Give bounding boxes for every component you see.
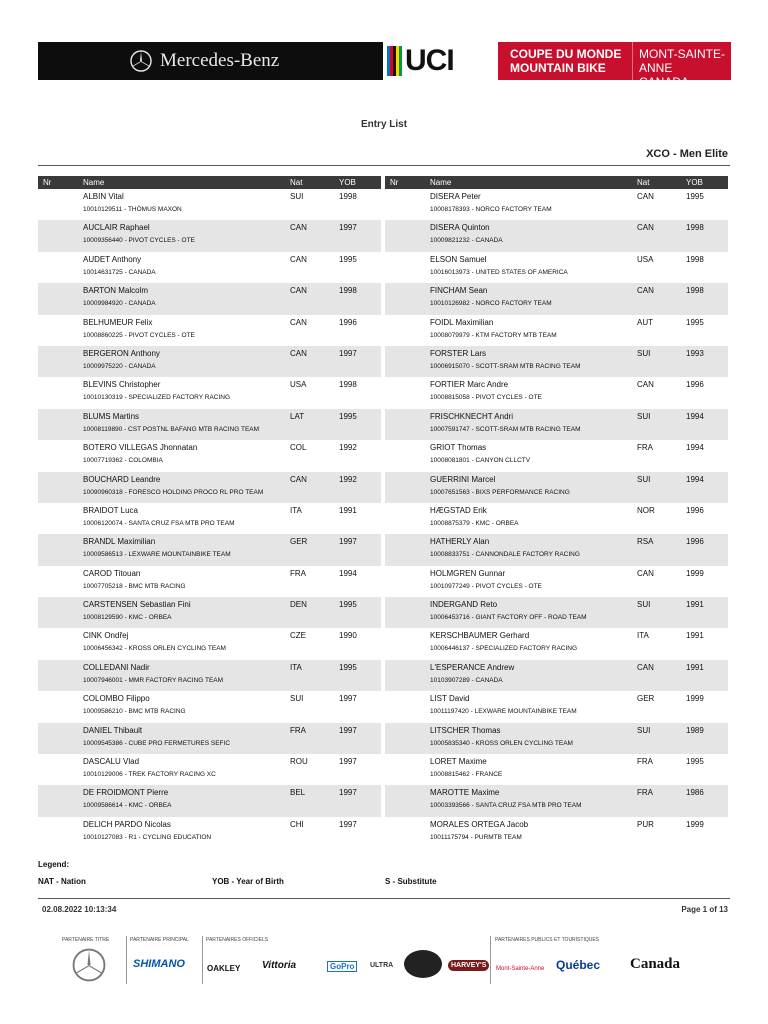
partner-main-label: PARTENAIRE PRINCIPAL bbox=[130, 937, 189, 943]
table-row bbox=[385, 660, 728, 691]
rider-nation: FRA bbox=[637, 757, 653, 767]
table-row bbox=[38, 377, 381, 408]
rider-team: 10008860225 - PIVOT CYCLES - OTE bbox=[83, 331, 195, 339]
table-row bbox=[38, 723, 381, 754]
rider-name: BELHUMEUR Felix bbox=[83, 317, 153, 327]
rider-name: FRISCHKNECHT Andri bbox=[430, 411, 513, 421]
rider-name: CARSTENSEN Sebastian Fini bbox=[83, 600, 191, 610]
rider-name: LORET Maxime bbox=[430, 757, 487, 767]
rider-yob: 1998 bbox=[339, 286, 357, 296]
rider-name: FOIDL Maximilian bbox=[430, 317, 494, 327]
rider-nation: RSA bbox=[637, 537, 654, 547]
partner-title-label: PARTENAIRE TITRE bbox=[62, 937, 110, 943]
rider-nation: AUT bbox=[637, 317, 653, 327]
rider-team: 10008833751 - CANNONDALE FACTORY RACING bbox=[430, 551, 580, 559]
rider-nation: ROU bbox=[290, 757, 308, 767]
rider-yob: 1994 bbox=[686, 443, 704, 453]
rider-name: ELSON Samuel bbox=[430, 254, 487, 264]
col-name: Name bbox=[430, 178, 452, 187]
rider-yob: 1992 bbox=[339, 474, 357, 484]
table-row bbox=[385, 472, 728, 503]
rider-yob: 1997 bbox=[339, 537, 357, 547]
rider-yob: 1997 bbox=[339, 348, 357, 358]
legend-title: Legend: bbox=[38, 860, 70, 869]
rider-team: 10007946001 - MMR FACTORY RACING TEAM bbox=[83, 676, 224, 684]
rider-nation: NOR bbox=[637, 505, 655, 515]
rider-name: CAROD Titouan bbox=[83, 568, 141, 578]
mountain-resort-icon bbox=[404, 950, 442, 978]
rider-name: COLOMBO Filippo bbox=[83, 694, 150, 704]
venue-line-2: CANADA bbox=[639, 75, 690, 89]
harveys-logo: HARVEY'S bbox=[448, 960, 489, 971]
rider-team: 10006456342 - KROSS ORLEN CYCLING TEAM bbox=[83, 645, 226, 653]
rider-team: 10010130319 - SPECIALIZED FACTORY RACING bbox=[83, 394, 231, 402]
rider-name: BLUMS Martins bbox=[83, 411, 140, 421]
rider-team: 10090960318 - FORESCO HOLDING PROCO RL PRO TEAM bbox=[83, 488, 264, 496]
rider-yob: 1993 bbox=[686, 348, 704, 358]
table-header bbox=[38, 176, 381, 189]
rider-nation: FRA bbox=[290, 568, 306, 578]
rider-team: 10008178393 - NORCO FACTORY TEAM bbox=[430, 206, 552, 213]
rider-nation: SUI bbox=[637, 725, 651, 735]
rider-nation: BEL bbox=[290, 788, 306, 798]
quebec-logo: Québec bbox=[556, 958, 601, 972]
partner-divider bbox=[126, 936, 127, 984]
rider-nation: CAN bbox=[637, 192, 654, 201]
rider-nation: CAN bbox=[290, 254, 307, 264]
rider-team: 10006446137 - SPECIALIZED FACTORY RACING bbox=[430, 645, 578, 653]
table-row bbox=[385, 754, 728, 785]
table-row bbox=[38, 189, 381, 220]
rider-team: 10009356440 - PIVOT CYCLES - OTE bbox=[83, 237, 195, 245]
rider-nation: CZE bbox=[290, 631, 306, 641]
rider-nation: PUR bbox=[637, 819, 654, 829]
rider-nation: CAN bbox=[637, 286, 654, 296]
rider-name: DISERA Peter bbox=[430, 192, 481, 201]
rider-team: 10008815462 - FRANCE bbox=[430, 771, 503, 779]
rider-name: GRIOT Thomas bbox=[430, 443, 487, 453]
rider-yob: 1995 bbox=[686, 757, 704, 767]
rider-team: 10003393566 - SANTA CRUZ FSA MTB PRO TEAM bbox=[430, 802, 582, 810]
rider-nation: SUI bbox=[290, 694, 304, 704]
rider-name: ALBIN Vital bbox=[83, 192, 124, 201]
rider-yob: 1997 bbox=[339, 788, 357, 798]
rider-team: 10006453716 - GIANT FACTORY OFF - ROAD TEAM bbox=[430, 614, 587, 622]
vittoria-logo: Vittoria bbox=[262, 960, 297, 971]
entry-table-right bbox=[385, 176, 728, 848]
rider-name: LITSCHER Thomas bbox=[430, 725, 501, 735]
rider-yob: 1989 bbox=[686, 725, 704, 735]
rider-team: 10011197420 - LEXWARE MOUNTAINBIKE TEAM bbox=[430, 708, 577, 716]
table-row bbox=[385, 628, 728, 659]
rider-name: INDERGAND Reto bbox=[430, 600, 498, 610]
table-row bbox=[38, 566, 381, 597]
rider-nation: FRA bbox=[290, 725, 306, 735]
rider-name: COLLEDANI Nadir bbox=[83, 662, 150, 672]
rider-nation: FRA bbox=[637, 443, 653, 453]
rider-nation: FRA bbox=[637, 788, 653, 798]
rider-name: DANIEL Thibault bbox=[83, 725, 143, 735]
rider-yob: 1995 bbox=[339, 411, 357, 421]
document-title: Entry List bbox=[360, 119, 408, 130]
rider-team: 10010127083 - R1 - CYCLING EDUCATION bbox=[83, 833, 212, 841]
rider-yob: 1995 bbox=[686, 192, 704, 201]
rider-nation: CAN bbox=[290, 348, 307, 358]
rider-nation: SUI bbox=[637, 348, 651, 358]
rider-team: 10011175794 - PURMTB TEAM bbox=[430, 833, 522, 841]
rider-name: BARTON Malcolm bbox=[83, 286, 149, 296]
rider-yob: 1992 bbox=[339, 443, 357, 453]
rider-name: BRAIDOT Luca bbox=[83, 505, 138, 515]
rider-nation: CAN bbox=[290, 286, 307, 296]
mercedes-star-icon bbox=[72, 948, 106, 982]
rider-nation: CAN bbox=[290, 317, 307, 327]
rider-team: 10009984920 - CANADA bbox=[83, 300, 156, 308]
col-nat: Nat bbox=[290, 178, 303, 187]
venue-title bbox=[632, 42, 731, 89]
table-row bbox=[385, 566, 728, 597]
footer-divider bbox=[38, 898, 730, 899]
rider-yob: 1998 bbox=[339, 380, 357, 390]
rider-nation: CAN bbox=[637, 223, 654, 233]
rider-team: 10009586513 - LEXWARE MOUNTAINBIKE TEAM bbox=[83, 551, 231, 559]
rider-yob: 1997 bbox=[339, 725, 357, 735]
rider-nation: ITA bbox=[290, 505, 302, 515]
ultra-logo: ULTRA bbox=[370, 962, 394, 969]
table-row bbox=[385, 534, 728, 565]
rider-name: BERGERON Anthony bbox=[83, 348, 160, 358]
table-row bbox=[385, 252, 728, 283]
rider-yob: 1997 bbox=[339, 223, 357, 233]
table-row bbox=[38, 785, 381, 816]
col-nr: Nr bbox=[43, 178, 52, 187]
table-header bbox=[385, 176, 728, 189]
rider-yob: 1986 bbox=[686, 788, 704, 798]
rider-yob: 1991 bbox=[339, 505, 357, 515]
table-row bbox=[385, 691, 728, 722]
rider-yob: 1998 bbox=[339, 192, 357, 201]
rider-yob: 1999 bbox=[686, 568, 704, 578]
rider-team: 10010977249 - PIVOT CYCLES - OTE bbox=[430, 582, 542, 590]
rider-yob: 1991 bbox=[686, 662, 704, 672]
table-row bbox=[385, 409, 728, 440]
table-row bbox=[385, 283, 728, 314]
table-row bbox=[385, 377, 728, 408]
rider-nation: CAN bbox=[637, 662, 654, 672]
table-row bbox=[38, 315, 381, 346]
rider-name: DELICH PARDO Nicolas bbox=[83, 819, 171, 829]
rider-yob: 1996 bbox=[339, 317, 357, 327]
rider-team: 10006120074 - SANTA CRUZ FSA MTB PRO TEAM bbox=[83, 519, 235, 527]
rider-name: FINCHAM Sean bbox=[430, 286, 488, 296]
rider-yob: 1995 bbox=[339, 600, 357, 610]
rider-nation: SUI bbox=[637, 411, 651, 421]
col-name: Name bbox=[83, 178, 105, 187]
rider-team: 10010129006 - TREK FACTORY RACING XC bbox=[83, 771, 216, 779]
rider-name: BOTERO VILLEGAS Jhonnatan bbox=[83, 443, 198, 453]
rider-nation: LAT bbox=[290, 411, 305, 421]
table-row bbox=[385, 817, 728, 848]
rainbow-stripes bbox=[387, 46, 402, 76]
rider-yob: 1996 bbox=[686, 537, 704, 547]
rider-team: 10010126982 - NORCO FACTORY TEAM bbox=[430, 300, 552, 308]
series-line-1: COUPE DU MONDE bbox=[510, 47, 622, 61]
table-row bbox=[38, 409, 381, 440]
rider-team: 10005835340 - KROSS ORLEN CYCLING TEAM bbox=[430, 739, 573, 747]
divider bbox=[38, 165, 730, 166]
legend-substitute: S - Substitute bbox=[385, 877, 437, 886]
rider-name: FORSTER Lars bbox=[430, 348, 487, 358]
table-row bbox=[38, 597, 381, 628]
table-row bbox=[38, 346, 381, 377]
rider-team: 10009586210 - BMC MTB RACING bbox=[83, 708, 186, 716]
mercedes-logo bbox=[130, 42, 279, 80]
rider-nation: CAN bbox=[290, 474, 307, 484]
partner-public-label: PARTENAIRES PUBLICS ET TOURISTIQUES bbox=[495, 937, 600, 943]
rider-yob: 1995 bbox=[339, 662, 357, 672]
event-category: XCO - Men Elite bbox=[646, 148, 728, 160]
rider-yob: 1998 bbox=[686, 286, 704, 296]
rider-nation: CHI bbox=[290, 819, 304, 829]
table-row bbox=[38, 503, 381, 534]
table-row bbox=[38, 252, 381, 283]
rider-yob: 1991 bbox=[686, 631, 704, 641]
rider-nation: ITA bbox=[290, 662, 302, 672]
rider-name: FORTIER Marc Andre bbox=[430, 380, 509, 390]
rider-name: MORALES ORTEGA Jacob bbox=[430, 819, 529, 829]
rider-team: 10103907289 - CANADA bbox=[430, 676, 503, 684]
rider-name: HÆGSTAD Erik bbox=[430, 505, 487, 515]
rider-nation: COL bbox=[290, 443, 307, 453]
page-number: Page 1 of 13 bbox=[681, 905, 728, 914]
table-row bbox=[385, 597, 728, 628]
rider-yob: 1996 bbox=[686, 505, 704, 515]
entry-table-left bbox=[38, 176, 381, 848]
rider-name: DE FROIDMONT Pierre bbox=[83, 788, 169, 798]
rider-nation: ITA bbox=[637, 631, 649, 641]
table-row bbox=[38, 628, 381, 659]
rider-yob: 1999 bbox=[686, 694, 704, 704]
table-row bbox=[385, 315, 728, 346]
rider-team: 10008119890 - CST POSTNL BAFANG MTB RACING TEAM bbox=[83, 425, 260, 433]
table-row bbox=[385, 220, 728, 251]
header-banner bbox=[38, 42, 731, 89]
table-row bbox=[385, 346, 728, 377]
rider-name: CINK Ondřej bbox=[83, 631, 129, 641]
uci-logo bbox=[383, 42, 498, 80]
rider-name: HOLMGREN Gunnar bbox=[430, 568, 506, 578]
rider-name: BLEVINS Christopher bbox=[83, 380, 161, 390]
rider-yob: 1991 bbox=[686, 600, 704, 610]
shimano-logo: SHIMANO bbox=[133, 958, 185, 970]
legend-nat: NAT - Nation bbox=[38, 877, 86, 886]
table-row bbox=[38, 817, 381, 848]
rider-team: 10009545386 - CUBE PRO FERMETURES SEFIC bbox=[83, 739, 231, 747]
rider-team: 10009821232 - CANADA bbox=[430, 237, 503, 245]
rider-team: 10009975220 - CANADA bbox=[83, 362, 156, 370]
timestamp: 02.08.2022 10:13:34 bbox=[42, 905, 117, 914]
rider-name: GUERRINI Marcel bbox=[430, 474, 496, 484]
rider-yob: 1995 bbox=[339, 254, 357, 264]
rider-team: 10008129590 - KMC - ORBEA bbox=[83, 614, 172, 622]
rider-nation: USA bbox=[637, 254, 654, 264]
rider-name: LIST David bbox=[430, 694, 470, 704]
rider-nation: CAN bbox=[637, 568, 654, 578]
rider-yob: 1998 bbox=[686, 254, 704, 264]
rider-name: AUDET Anthony bbox=[83, 254, 142, 264]
rider-team: 10008875379 - KMC - ORBEA bbox=[430, 519, 519, 527]
mercedes-star-icon bbox=[130, 50, 152, 72]
rider-team: 10007591747 - SCOTT-SRAM MTB RACING TEAM bbox=[430, 425, 581, 433]
rider-nation: CAN bbox=[290, 223, 307, 233]
rider-name: DISERA Quinton bbox=[430, 223, 490, 233]
rider-name: HATHERLY Alan bbox=[430, 537, 490, 547]
table-row bbox=[385, 440, 728, 471]
oakley-logo: OAKLEY bbox=[207, 964, 241, 973]
rider-team: 10007651563 - BIXS PERFORMANCE RACING bbox=[430, 488, 570, 496]
rider-team: 10008815058 - PIVOT CYCLES - OTE bbox=[430, 394, 542, 402]
mont-sainte-anne-logo: Mont-Sainte-Anne bbox=[496, 966, 545, 972]
col-nat: Nat bbox=[637, 178, 650, 187]
rider-nation: SUI bbox=[637, 474, 651, 484]
table-row bbox=[385, 189, 728, 220]
rider-nation: GER bbox=[637, 694, 655, 704]
rider-name: BOUCHARD Leandre bbox=[83, 474, 161, 484]
table-row bbox=[385, 503, 728, 534]
rider-yob: 1990 bbox=[339, 631, 357, 641]
rider-name: L'ESPERANCE Andrew bbox=[430, 662, 515, 672]
table-row bbox=[385, 785, 728, 816]
gopro-logo: GoPro bbox=[327, 961, 357, 972]
rider-yob: 1997 bbox=[339, 819, 357, 829]
rider-name: DASCALU Vlad bbox=[83, 757, 140, 767]
table-row bbox=[38, 220, 381, 251]
rider-team: 10007705218 - BMC MTB RACING bbox=[83, 582, 186, 590]
col-yob: YOB bbox=[339, 178, 356, 187]
venue-line-1: MONT-SAINTE-ANNE bbox=[639, 47, 725, 75]
rider-nation: CAN bbox=[637, 380, 654, 390]
rider-name: MAROTTE Maxime bbox=[430, 788, 500, 798]
rider-team: 10008079979 - KTM FACTORY MTB TEAM bbox=[430, 331, 557, 339]
partner-divider bbox=[202, 936, 203, 984]
sponsor-name: Mercedes-Benz bbox=[160, 50, 280, 71]
table-row bbox=[38, 691, 381, 722]
rider-name: BRANDL Maximilian bbox=[83, 537, 156, 547]
rider-name: KERSCHBAUMER Gerhard bbox=[430, 631, 530, 641]
series-line-2: MOUNTAIN BIKE bbox=[510, 61, 606, 75]
rider-yob: 1998 bbox=[686, 223, 704, 233]
series-title bbox=[498, 42, 632, 80]
rider-yob: 1994 bbox=[686, 411, 704, 421]
rider-yob: 1999 bbox=[686, 819, 704, 829]
col-nr: Nr bbox=[390, 178, 399, 187]
table-row bbox=[38, 534, 381, 565]
partner-divider bbox=[490, 936, 491, 984]
rider-nation: SUI bbox=[290, 192, 304, 201]
rider-yob: 1994 bbox=[686, 474, 704, 484]
rider-nation: SUI bbox=[637, 600, 651, 610]
legend-yob: YOB - Year of Birth bbox=[212, 877, 284, 886]
table-row bbox=[38, 283, 381, 314]
col-yob: YOB bbox=[686, 178, 703, 187]
rider-team: 10014631725 - CANADA bbox=[83, 268, 156, 276]
rider-yob: 1995 bbox=[686, 317, 704, 327]
rider-team: 10007719362 - COLOMBIA bbox=[83, 457, 163, 465]
rider-team: 10016013973 - UNITED STATES OF AMERICA bbox=[430, 268, 568, 276]
rider-team: 10009586614 - KMC - ORBEA bbox=[83, 802, 172, 810]
rider-team: 10006915070 - SCOTT-SRAM MTB RACING TEAM bbox=[430, 362, 581, 370]
table-row bbox=[385, 723, 728, 754]
uci-text: UCI bbox=[405, 44, 454, 77]
rider-name: AUCLAIR Raphael bbox=[83, 223, 150, 233]
rider-yob: 1997 bbox=[339, 757, 357, 767]
table-row bbox=[38, 754, 381, 785]
rider-yob: 1997 bbox=[339, 694, 357, 704]
table-row bbox=[38, 472, 381, 503]
partner-official-label: PARTENAIRES OFFICIELS bbox=[206, 937, 269, 943]
rider-yob: 1996 bbox=[686, 380, 704, 390]
rider-yob: 1994 bbox=[339, 568, 357, 578]
rider-nation: DEN bbox=[290, 600, 307, 610]
canada-logo: Canada bbox=[630, 956, 681, 972]
table-row bbox=[38, 440, 381, 471]
rider-nation: GER bbox=[290, 537, 308, 547]
rider-team: 10010129511 - THÖMUS MAXON bbox=[83, 206, 182, 213]
rider-nation: USA bbox=[290, 380, 307, 390]
table-row bbox=[38, 660, 381, 691]
rider-team: 10008081801 - CANYON CLLCTV bbox=[430, 457, 531, 465]
